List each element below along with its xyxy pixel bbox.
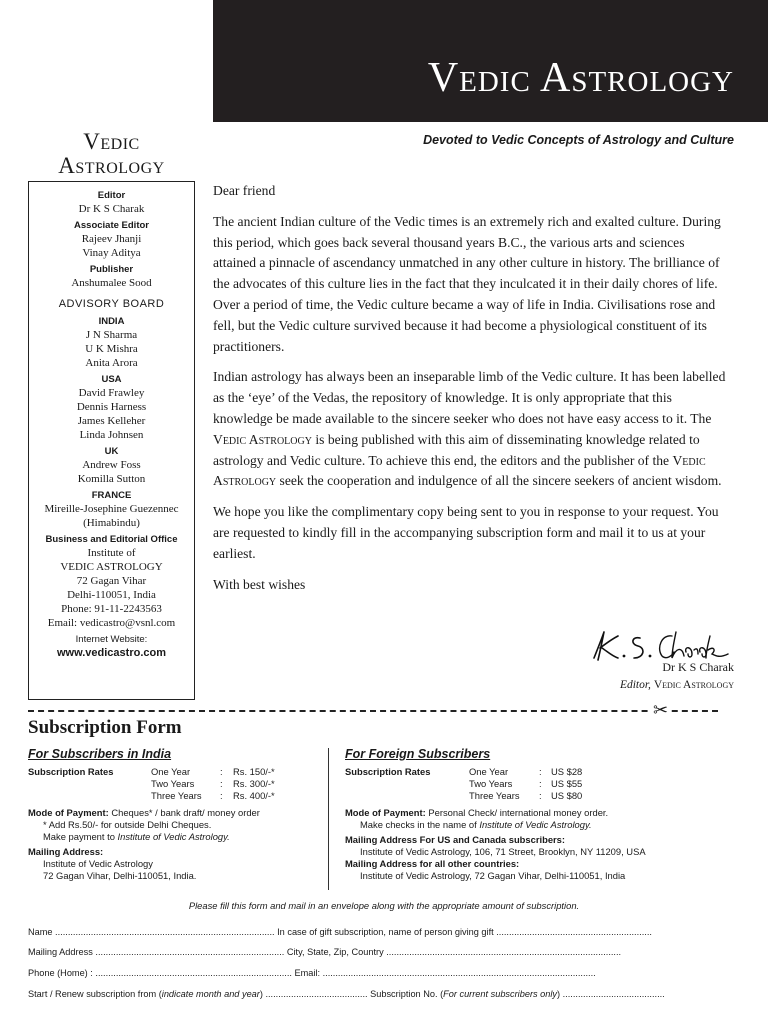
scissors-icon: ✂	[650, 700, 671, 721]
signer-role	[620, 679, 734, 691]
payment-label: Mode of Payment:	[345, 807, 426, 818]
office-line: VEDIC ASTROLOGY	[60, 561, 163, 573]
payment-label: Mode of Payment:	[28, 807, 109, 818]
role-label: Editor,	[619, 679, 651, 691]
paragraph-text: is being published with this aim of disseminating knowledge related to astrology and Vedic culture. To achieve this end, the editors and the publisher of the	[213, 431, 700, 468]
rate-amount: Rs. 400/-*	[233, 790, 275, 801]
editor-name: Dr K S Charak	[78, 203, 145, 215]
mailing-other-address: Institute of Vedic Astrology, 72 Gagan Vihar, Delhi-110051, India	[360, 870, 626, 881]
field-text: ) ........................................	[557, 989, 665, 999]
advisor-name: Dennis Harness	[76, 401, 147, 413]
payment-to-prefix: Make checks in the name of	[360, 819, 480, 830]
advisor-name: Andrew Foss	[82, 459, 141, 471]
associate-name: Vinay Aditya	[82, 247, 141, 259]
masthead-box	[28, 181, 195, 700]
mailing-us-label: Mailing Address For US and Canada subscribers:	[345, 834, 566, 845]
rates-label: Subscription Rates	[28, 766, 114, 777]
closing: With best wishes	[213, 576, 306, 592]
rate-period: One Year	[469, 766, 509, 777]
rate-periods	[469, 766, 520, 802]
paragraph-text: seek the cooperation and indulgence of all the sincere seekers of ancient wisdom.	[276, 473, 722, 489]
advisor-name: Komilla Sutton	[77, 473, 146, 485]
letter-paragraph-2	[213, 367, 728, 492]
editor-heading: Editor	[97, 190, 126, 201]
letter-paragraph-1: The ancient Indian culture of the Vedic times is an extremely rich and exalted culture. During this period, which goes back several thousand years B.C., the various arts and sciences attained a pinnacle of ascendancy unmatched in any other culture in history. The brilliance of the advocates of this culture lies in the fact that they inculcated it in their daily chores of life. Over a period of time, the Vedic culture became a way of life in India. Civilisations rose and fell, but the Vedic culture survived because it had become a physiological constituent of its practitioners.	[213, 213, 721, 354]
form-instruction: Please fill this form and mail in an envelope along with the appropriate amount of subscription.	[188, 900, 580, 911]
foreign-payment	[345, 807, 740, 819]
rate-amount: US $55	[551, 778, 583, 789]
publication-name: Vedic Astrology	[213, 431, 312, 447]
office-heading: Business and Editorial Office	[45, 534, 178, 545]
handwritten-signature	[588, 628, 738, 664]
payment-to-prefix: Make payment to	[43, 831, 118, 842]
advisor-name: Linda Johnsen	[79, 429, 144, 441]
rate-amounts	[551, 766, 582, 802]
paragraph-text: Indian astrology has always been an inseparable limb of the Vedic culture. It has been labelled as the ‘eye’ of the Vedas, the repository of knowledge. It is only appropriate that this knowledge be made available to the sincere seeker who does not have easy access to it. The	[213, 369, 726, 426]
office-line: Delhi-110051, India	[67, 589, 156, 601]
mailing-line: Institute of Vedic Astrology	[43, 858, 153, 869]
field-hint: For current subscribers only	[443, 989, 558, 999]
country-france: FRANCE	[91, 490, 132, 501]
publisher-name: Anshumalee Sood	[71, 277, 152, 289]
advisor-name: (Himabindu)	[83, 517, 140, 529]
column-divider	[328, 748, 329, 890]
payee-name: Institute of Vedic Astrology.	[479, 819, 592, 830]
rate-colons: : : :	[539, 766, 542, 801]
mailing-other-label: Mailing Address for all other countries:	[345, 858, 520, 869]
payment-note: * Add Rs.50/- for outside Delhi Cheques.	[43, 819, 212, 830]
advisor-name: James Kelleher	[77, 415, 146, 427]
address-field-line[interactable]: Mailing Address .......................................................................... City, State, Zip, Country ............................................................................................	[28, 947, 622, 957]
mailing-label: Mailing Address:	[28, 846, 104, 857]
rate-period: Two Years	[151, 778, 195, 789]
role-publication: Vedic Astrology	[653, 679, 734, 691]
subscription-start-field-line[interactable]	[28, 989, 723, 999]
name-field-line[interactable]: Name ...................................................................................... In case of gift subscription, name of person giving gift .............................................................	[28, 927, 652, 937]
advisory-heading: ADVISORY BOARD	[58, 298, 165, 310]
tagline: Devoted to Vedic Concepts of Astrology and Culture	[423, 133, 734, 147]
phone-field-line[interactable]: Phone (Home) : ............................................................................. Email: ...........................................................................................................	[28, 968, 596, 978]
publisher-heading: Publisher	[89, 264, 134, 275]
form-title: Subscription Form	[28, 717, 182, 738]
signer-name: Dr K S Charak	[662, 660, 734, 674]
payment-to	[28, 831, 313, 843]
advisor-name: J N Sharma	[85, 329, 138, 341]
website-link[interactable]: www.vedicastro.com	[56, 647, 167, 659]
office-phone: Phone: 91-11-2243563	[61, 603, 162, 615]
rate-amount: US $80	[551, 790, 583, 801]
india-payment	[28, 807, 313, 819]
advisor-name: Anita Arora	[85, 357, 138, 369]
payee-name: Institute of Vedic Astrology.	[117, 831, 230, 842]
foreign-heading: For Foreign Subscribers	[345, 747, 491, 761]
letter-body	[213, 181, 728, 605]
website-label: Internet Website:	[75, 634, 148, 645]
rate-period: Three Years	[469, 790, 520, 801]
india-subscribers-section	[28, 748, 313, 882]
advisor-name: Mireille-Josephine Guezennec	[44, 503, 179, 515]
salutation: Dear friend	[213, 183, 276, 198]
rate-colons: : : :	[220, 766, 223, 801]
rate-amount: US $28	[551, 766, 583, 777]
office-line: 72 Gagan Vihar	[76, 575, 147, 587]
masthead-banner	[213, 0, 768, 122]
mailing-line: 72 Gagan Vihar, Delhi-110051, India.	[43, 870, 197, 881]
sidebar-title-line1: Vedic	[83, 129, 140, 154]
rate-amounts	[233, 766, 275, 802]
india-rates	[28, 766, 313, 804]
payment-text: Cheques* / bank draft/ money order	[111, 807, 260, 818]
rate-amount: Rs. 300/-*	[233, 778, 275, 789]
rates-label: Subscription Rates	[345, 766, 431, 777]
publication-name: Vedic Astrology	[213, 452, 706, 489]
sidebar-title	[28, 130, 195, 178]
sidebar-title-line2: Astrology	[58, 153, 165, 178]
cut-line	[28, 710, 718, 712]
payment-text: Personal Check/ international money order.	[428, 807, 609, 818]
mailing-us-address: Institute of Vedic Astrology, 106, 71 Street, Brooklyn, NY 11209, USA	[360, 846, 646, 857]
masthead-title: Vedic Astrology	[427, 55, 734, 101]
field-hint: indicate month and year	[161, 989, 260, 999]
foreign-rates	[345, 766, 740, 804]
associate-name: Rajeev Jhanji	[81, 233, 142, 245]
country-india: INDIA	[98, 316, 125, 327]
rate-period: Three Years	[151, 790, 202, 801]
rate-period: Two Years	[469, 778, 513, 789]
country-usa: USA	[101, 374, 122, 385]
country-uk: UK	[104, 446, 119, 457]
field-text: ) ........................................ Subscription No. (	[259, 989, 444, 999]
foreign-subscribers-section	[345, 748, 740, 882]
advisor-name: U K Mishra	[85, 343, 138, 355]
payment-to	[345, 819, 740, 831]
field-text: Start / Renew subscription from (	[28, 989, 162, 999]
rate-periods	[151, 766, 202, 802]
office-line: Institute of	[87, 547, 136, 559]
office-email[interactable]: Email: vedicastro@vsnl.com	[47, 617, 176, 629]
rate-period: One Year	[151, 766, 191, 777]
letter-paragraph-3: We hope you like the complimentary copy being sent to you in response to your request. You are requested to kindly fill in the accompanying subscription form and mail it to us at your earliest.	[213, 504, 719, 561]
advisor-name: David Frawley	[78, 387, 145, 399]
india-heading: For Subscribers in India	[28, 747, 172, 761]
associate-heading: Associate Editor	[74, 220, 149, 231]
rate-amount: Rs. 150/-*	[233, 766, 275, 777]
